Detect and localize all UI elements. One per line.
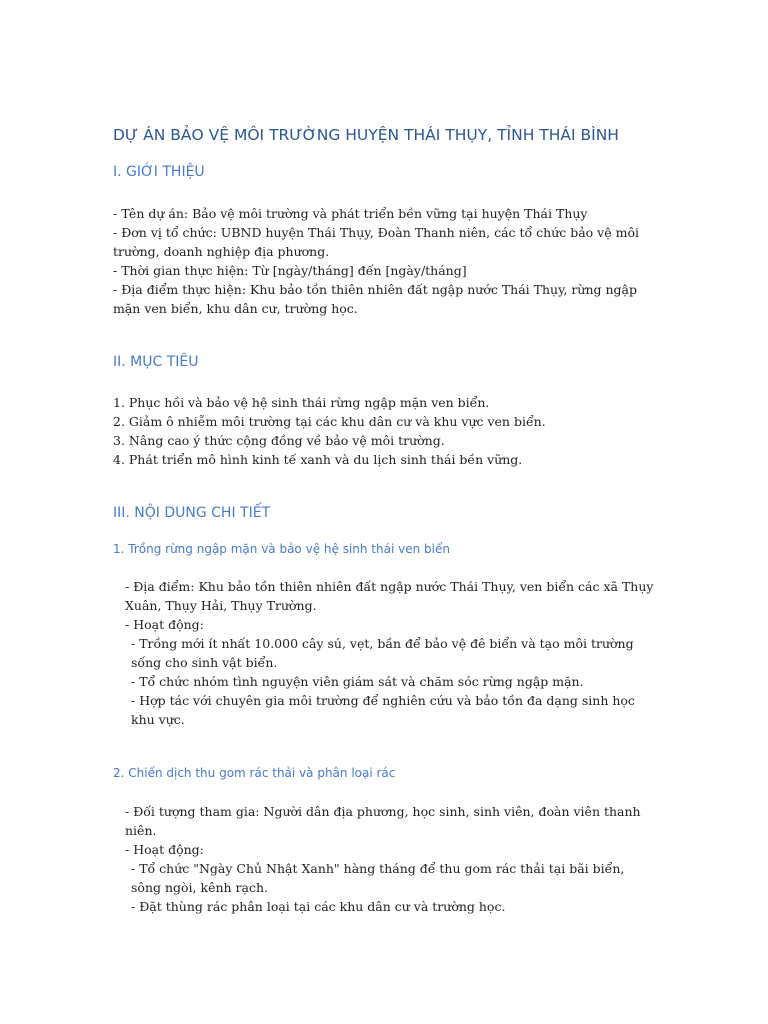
waste-activity: - Đặt thùng rác phân loại tại các khu dân cư và trường học.	[131, 899, 506, 914]
section-heading-goals: II. MỤC TIÊU	[113, 354, 199, 370]
section-heading-intro: I. GIỚI THIỆU	[113, 164, 205, 180]
waste-activity: - Tổ chức "Ngày Chủ Nhật Xanh" hàng tháng để thu gom rác thải tại bãi biển, sông ngòi, kênh rạch.	[131, 861, 625, 895]
subsection-heading-mangrove: 1. Trồng rừng ngập mặn và bảo vệ hệ sinh thái ven biển	[113, 542, 450, 556]
mangrove-activity: - Hợp tác với chuyên gia môi trường để nghiên cứu và bảo tồn đa dạng sinh học khu vực.	[131, 693, 635, 727]
intro-line: - Thời gian thực hiện: Từ [ngày/tháng] đến [ngày/tháng]	[113, 263, 467, 278]
mangrove-activities-label: - Hoạt động:	[125, 617, 204, 632]
mangrove-activity: - Tổ chức nhóm tình nguyện viên giám sát và chăm sóc rừng ngập mặn.	[131, 674, 584, 689]
document-title: DỰ ÁN BẢO VỆ MÔI TRƯỜNG HUYỆN THÁI THỤY, TỈNH THÁI BÌNH	[113, 126, 619, 144]
subsection-heading-waste: 2. Chiến dịch thu gom rác thải và phân loại rác	[113, 766, 396, 780]
intro-line: - Địa điểm thực hiện: Khu bảo tồn thiên nhiên đất ngập nước Thái Thụy, rừng ngập mặn ven biển, khu dân cư, trường học.	[113, 282, 637, 316]
mangrove-content	[113, 577, 658, 729]
intro-line: - Đơn vị tổ chức: UBND huyện Thái Thụy, Đoàn Thanh niên, các tổ chức bảo vệ môi trường, doanh nghiệp địa phương.	[113, 225, 639, 259]
section-heading-details: III. NỘI DUNG CHI TIẾT	[113, 505, 271, 521]
waste-participants: - Đối tượng tham gia: Người dân địa phương, học sinh, sinh viên, đoàn viên thanh niên.	[125, 804, 641, 838]
mangrove-activity: - Trồng mới ít nhất 10.000 cây sú, vẹt, bần để bảo vệ đê biển và tạo môi trường sống cho sinh vật biển.	[131, 636, 634, 670]
intro-line: - Tên dự án: Bảo vệ môi trường và phát triển bền vững tại huyện Thái Thụy	[113, 206, 588, 221]
goal-item: 2. Giảm ô nhiễm môi trường tại các khu dân cư và khu vực ven biển.	[113, 414, 546, 429]
goal-item: 1. Phục hồi và bảo vệ hệ sinh thái rừng ngập mặn ven biển.	[113, 395, 490, 410]
goal-item: 3. Nâng cao ý thức cộng đồng về bảo vệ môi trường.	[113, 433, 445, 448]
intro-paragraph	[113, 204, 658, 318]
goal-item: 4. Phát triển mô hình kinh tế xanh và du lịch sinh thái bền vững.	[113, 452, 523, 467]
mangrove-location: - Địa điểm: Khu bảo tồn thiên nhiên đất ngập nước Thái Thụy, ven biển các xã Thụy Xuân, Thụy Hải, Thụy Trường.	[125, 579, 654, 613]
waste-activities-label: - Hoạt động:	[125, 842, 204, 857]
waste-content	[113, 802, 658, 916]
goals-list	[113, 393, 658, 469]
